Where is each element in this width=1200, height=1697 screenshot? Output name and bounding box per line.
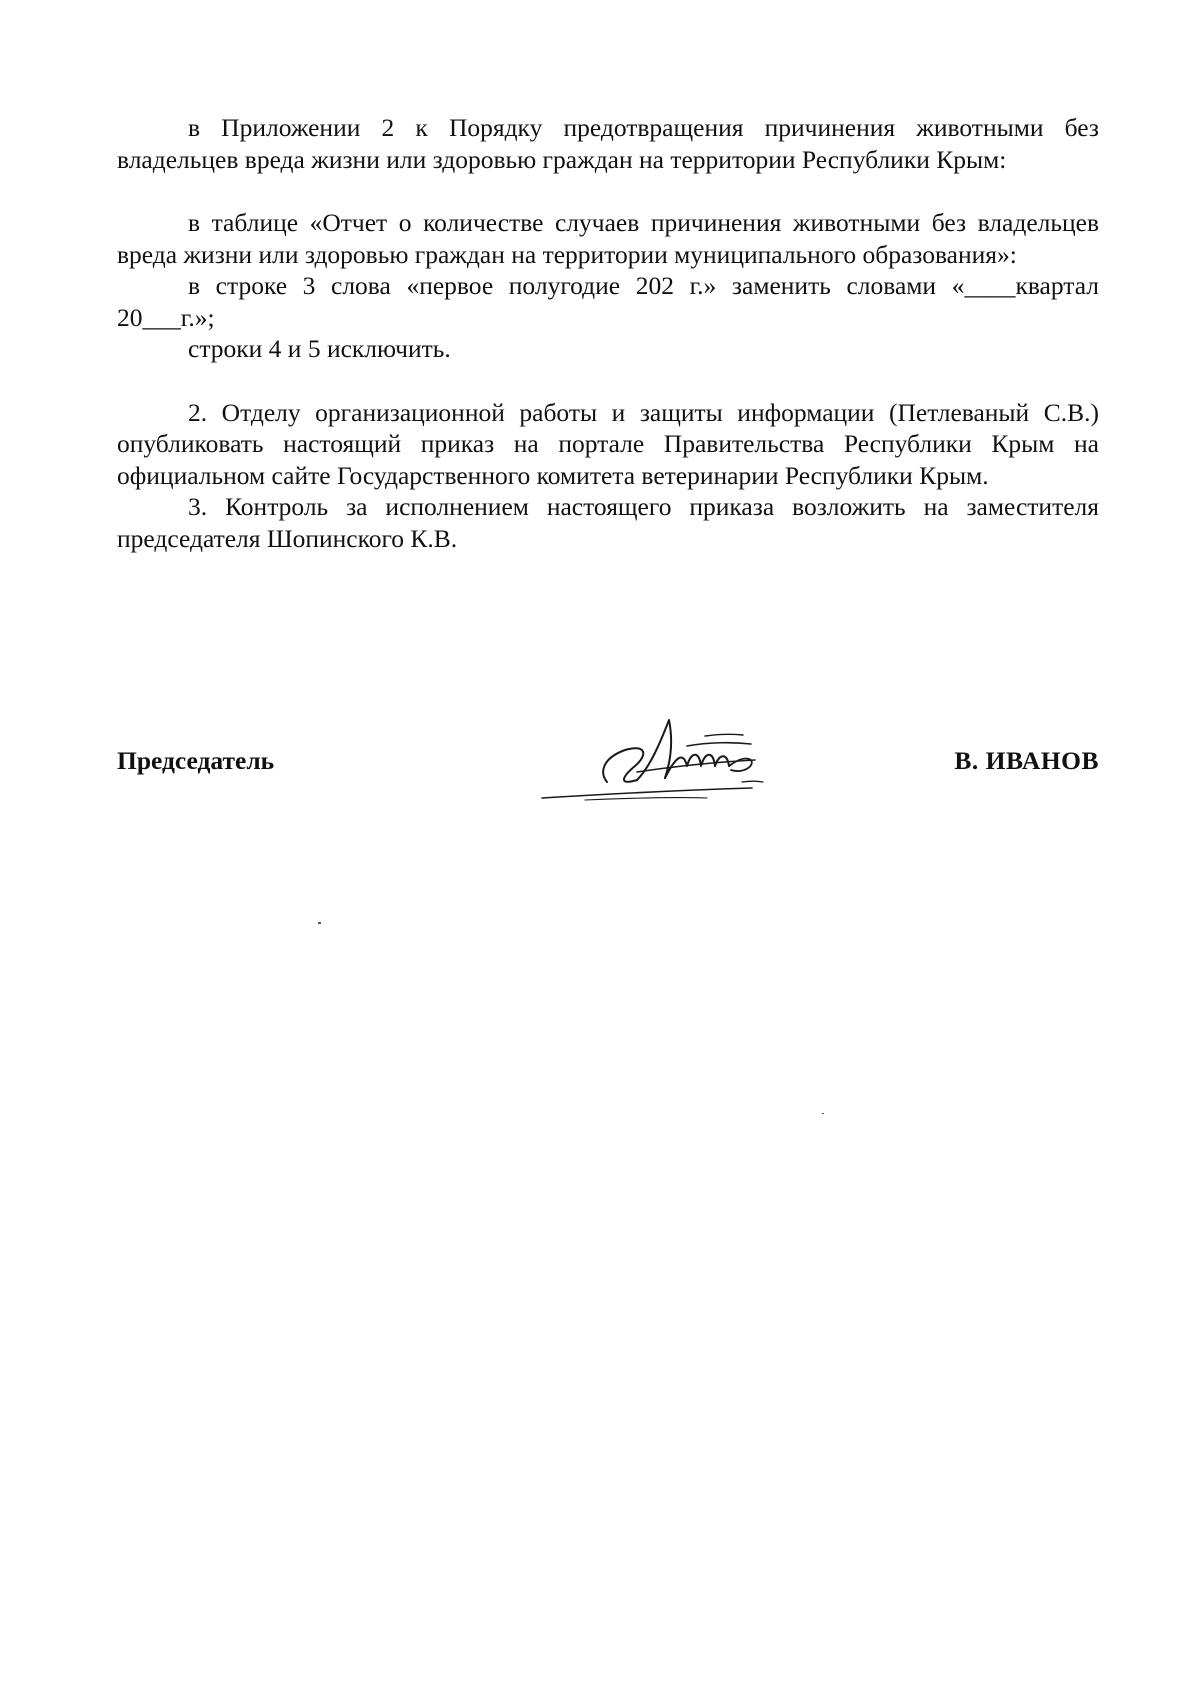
paragraph-item-2: 2. Отделу организационной работы и защиты информации (Петлеваный С.В.) опубликовать настоящий приказ на портале Правительства Республики Крым на официальном сайте Государственного комитета ветеринарии Республики Крым. [117,397,1099,490]
paragraph-row3-replace: в строке 3 слова «первое полугодие 202 г.» заменить словами «____квартал 20___г.»; [117,271,1099,332]
handwritten-signature-icon [537,710,827,820]
paragraph-appendix-intro: в Приложении 2 к Порядку предотвращения причинения животными без владельцев вреда жизни или здоровью граждан на территории Республики Крым: [117,113,1099,174]
signer-name: В. ИВАНОВ [954,746,1099,775]
paragraph-table-reference: в таблице «Отчет о количестве случаев причинения животными без владельцев вреда жизни или здоровью граждан на территории муниципального образования»: [117,208,1099,269]
paragraph-item-3: 3. Контроль за исполнением настоящего приказа возложить на заместителя председателя Шопинского К.В. [117,492,1099,553]
scan-speck [318,922,321,924]
signature-block [117,710,1099,820]
scan-speck [822,1113,824,1114]
signer-position: Председатель [117,746,275,775]
paragraph-rows-exclude: строки 4 и 5 исключить. [188,334,451,363]
document-body [117,112,1099,554]
